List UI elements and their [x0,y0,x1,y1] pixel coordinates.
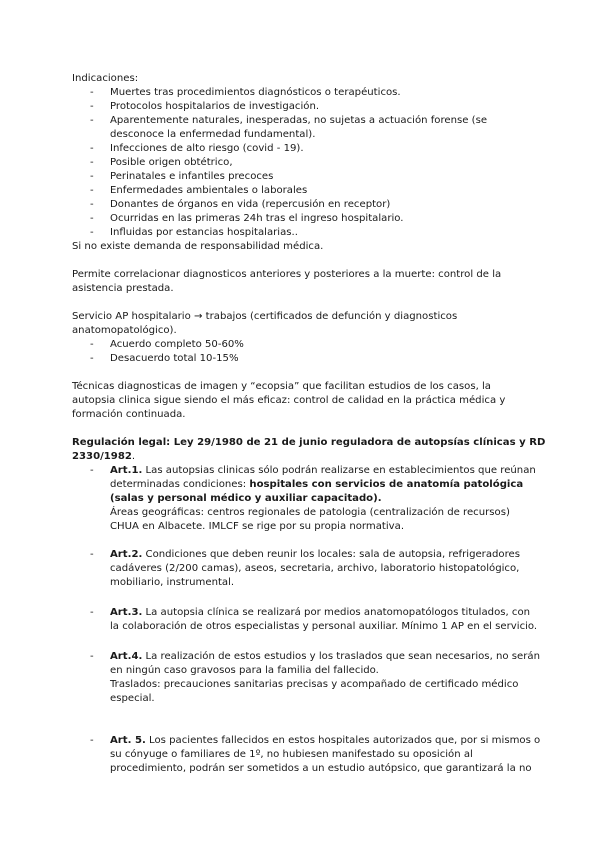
bullet-dash: - [90,651,94,662]
article-text-line: Áreas geográficas: centros regionales de patologia (centralización de recursos) [110,507,510,518]
list-item-text: Ocurridas en las primeras 24h tras el ingreso hospitalario. [110,213,404,224]
article-text: Condiciones que deben reunir los locales: sala de autopsia, refrigeradores [142,549,520,560]
list-item-text: Donantes de órganos en vida (repercusión en receptor) [110,199,391,210]
list-item-text: Muertes tras procedimientos diagnósticos o terapéuticos. [110,87,401,98]
bullet-dash: - [90,735,94,746]
article-label: Art.2. [110,549,143,560]
article-text: Las autopsias clinicas sólo podrán realizarse en establecimientos que reúnan [142,465,536,476]
list-item-text: Aparentemente naturales, inesperadas, no sujetas a actuación forense (se [110,115,488,126]
article-label: Art.4. [110,651,143,662]
list-item-text: Perinatales e infantiles precoces [110,171,274,182]
list-item-continuation: desconoce la enfermedad fundamental). [110,129,316,140]
paragraph-line: autopsia clinica sigue siendo el más eficaz: control de calidad en la práctica médica y [72,395,506,406]
list-item-text: Posible origen obtétrico, [110,157,233,168]
list-item-text: Influidas por estancias hospitalarias.. [110,227,298,238]
article-label: Art. 5. [110,735,146,746]
paragraph-line: anatomopatológico). [72,325,177,336]
bullet-dash: - [90,549,94,560]
bullet-dash: - [90,185,94,196]
regulation-title-cont [72,450,135,464]
article-text-line: cadáveres (2/200 camas), aseos, secretaria, archivo, laboratorio histopatológico, [110,563,520,574]
bullet-dash: - [90,157,94,168]
list-item-text: Enfermedades ambientales o laborales [110,185,308,196]
article-highlight: hospitales con servicios de anatomía patológica [249,479,524,490]
list-item-text: Protocolos hospitalarios de investigación. [110,101,320,112]
bullet-dash: - [90,87,94,98]
paragraph-line: Permite correlacionar diagnosticos anteriores y posteriores a la muerte: control de la [72,269,502,280]
indicaciones-footer: Si no existe demanda de responsabilidad médica. [72,241,324,252]
article-text: La autopsia clínica se realizará por medios anatomopatólogos titulados, con [142,607,531,618]
article-text-line: mobiliario, instrumental. [110,577,235,588]
paragraph-line: asistencia prestada. [72,283,174,294]
article-text-line [110,478,523,492]
bullet-dash: - [90,353,94,364]
article-text: determinadas condiciones: [110,479,250,490]
bullet-dash: - [90,143,94,154]
article-text-line: especial. [110,693,155,704]
article-text-line [110,492,382,506]
list-item-text: Desacuerdo total 10-15% [110,353,239,364]
bullet-dash: - [90,213,94,224]
regulation-title-bold: Regulación legal: Ley 29/1980 de 21 de junio reguladora de autopsías clínicas y RD [72,437,546,448]
article-text-line: procedimiento, podrán ser sometidos a un estudio autópsico, que garantizará la no [110,763,532,774]
list-item-text: Infecciones de alto riesgo (covid - 19). [110,143,304,154]
paragraph-line: Servicio AP hospitalario → trabajos (certificados de defunción y diagnosticos [72,311,458,322]
paragraph-line: Técnicas diagnosticas de imagen y “ecopsia” que facilitan estudios de los casos, la [72,381,491,392]
bullet-dash: - [90,227,94,238]
article-label: Art.3. [110,607,143,618]
article-text-line: la colaboración de otros especialistas y personal auxiliar. Mínimo 1 AP en el servicio. [110,621,538,632]
article-text: La realización de estos estudios y los traslados que sean necesarios, no serán [142,651,540,662]
paragraph-line: formación continuada. [72,409,186,420]
bullet-dash: - [90,101,94,112]
indicaciones-heading: Indicaciones: [72,73,139,84]
article-highlight: (salas y personal médico y auxiliar capacitado). [110,493,382,504]
regulation-title-bold: 2330/1982 [72,451,132,462]
article-text-line: su cónyuge o familiares de 1º, no hubiesen manifestado su oposición al [110,749,473,760]
regulation-title-tail: . [131,451,136,462]
bullet-dash: - [90,607,94,618]
article-text-line: Traslados: precauciones sanitarias precisas y acompañado de certificado médico [110,679,519,690]
bullet-dash: - [90,465,94,476]
article-text: Los pacientes fallecidos en estos hospitales autorizados que, por si mismos o [145,735,541,746]
article-text-line: CHUA en Albacete. IMLCF se rige por su propia normativa. [110,521,405,532]
article-text-line: en ningún caso gravosos para la familia del fallecido. [110,665,379,676]
bullet-dash: - [90,199,94,210]
article-label: Art.1. [110,465,143,476]
bullet-dash: - [90,339,94,350]
bullet-dash: - [90,115,94,126]
bullet-dash: - [90,171,94,182]
regulation-title [72,436,545,450]
list-item-text: Acuerdo completo 50-60% [110,339,244,350]
